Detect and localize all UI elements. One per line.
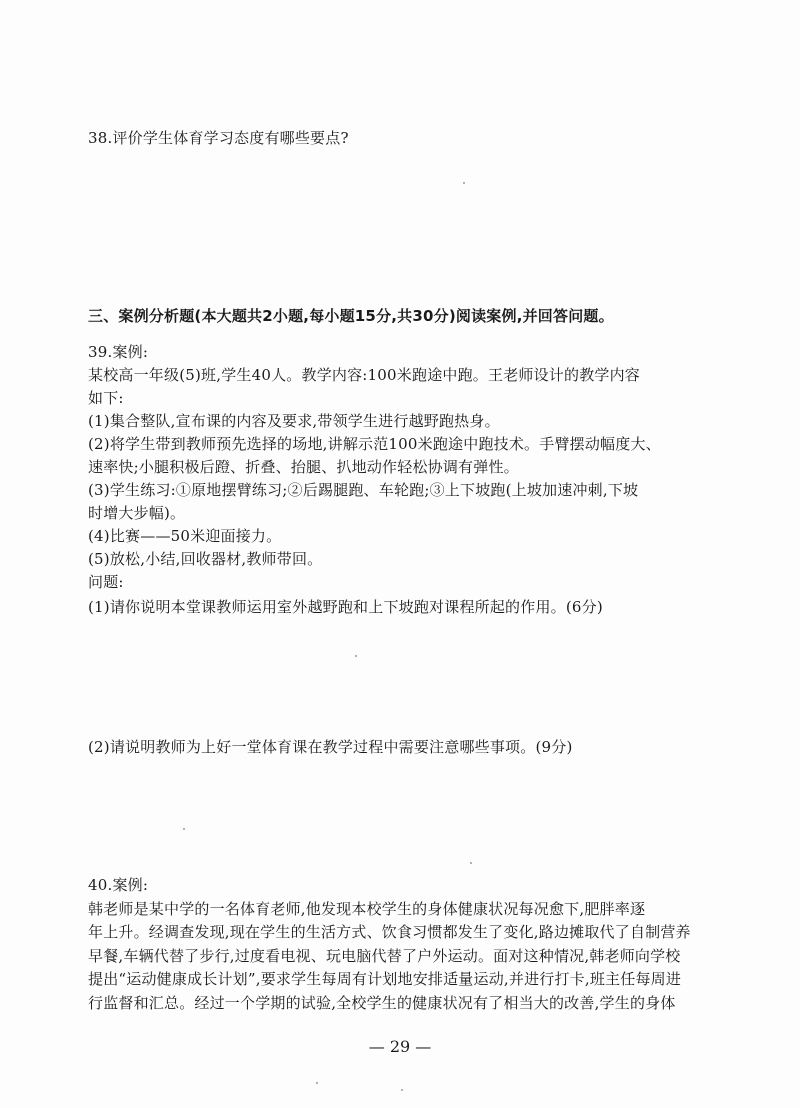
question-39-step-5: (5)放松,小结,回收器材,教师带回。 bbox=[88, 550, 323, 568]
question-40-line-2: 年上升。经调查发现,现在学生的生活方式、饮食习惯都发生了变化,路边摊取代了自制营养 bbox=[88, 923, 691, 941]
question-39-label: 39.案例: bbox=[88, 343, 149, 361]
question-39-intro-line-1: 某校高一年级(5)班,学生40人。教学内容:100米跑途中跑。王老师设计的教学内容 bbox=[88, 366, 640, 384]
scan-speck bbox=[316, 1082, 318, 1084]
question-39-step-2-line-1: (2)将学生带到教师预先选择的场地,讲解示范100米跑途中跑技术。手臂摆动幅度大、 bbox=[88, 435, 661, 453]
question-38: 38.评价学生体育学习态度有哪些要点? bbox=[88, 129, 349, 147]
scan-speck bbox=[355, 655, 357, 657]
question-40-line-5: 行监督和汇总。经过一个学期的试验,全校学生的健康状况有了相当大的改善,学生的身体 bbox=[88, 994, 676, 1012]
question-39-step-3-line-1: (3)学生练习:①原地摆臂练习;②后踢腿跑、车轮跑;③上下坡跑(上坡加速冲刺,下坡 bbox=[88, 481, 639, 499]
question-39-step-2-line-2: 速率快;小腿积极后蹬、折叠、抬腿、扒地动作轻松协调有弹性。 bbox=[88, 458, 519, 476]
question-40-line-3: 早餐,车辆代替了步行,过度看电视、玩电脑代替了户外运动。面对这种情况,韩老师向学校 bbox=[88, 947, 681, 965]
scan-speck bbox=[463, 182, 465, 184]
scan-speck bbox=[470, 862, 472, 864]
question-39-intro-line-2: 如下: bbox=[88, 389, 124, 407]
section-3-heading: 三、案例分析题(本大题共2小题,每小题15分,共30分)阅读案例,并回答问题。 bbox=[88, 307, 614, 325]
question-40-line-1: 韩老师是某中学的一名体育老师,他发现本校学生的身体健康状况每况愈下,肥胖率逐 bbox=[88, 900, 646, 918]
question-39-question-label: 问题: bbox=[88, 573, 124, 591]
question-40-label: 40.案例: bbox=[88, 876, 149, 894]
scan-speck bbox=[401, 1089, 403, 1091]
question-39-step-4: (4)比赛——50米迎面接力。 bbox=[88, 527, 282, 545]
question-39-step-1: (1)集合整队,宣布课的内容及要求,带领学生进行越野跑热身。 bbox=[88, 412, 500, 430]
question-40-line-4: 提出“运动健康成长计划”,要求学生每周有计划地安排适量运动,并进行打卡,班主任每周进 bbox=[88, 970, 682, 988]
question-39-step-3-line-2: 时增大步幅)。 bbox=[88, 504, 186, 522]
scan-speck bbox=[183, 828, 185, 830]
question-39-sub-question-1: (1)请你说明本堂课教师运用室外越野跑和上下坡跑对课程所起的作用。(6分) bbox=[88, 598, 603, 616]
page-number: — 29 — bbox=[368, 1037, 432, 1056]
question-39-sub-question-2: (2)请说明教师为上好一堂体育课在教学过程中需要注意哪些事项。(9分) bbox=[88, 738, 573, 756]
